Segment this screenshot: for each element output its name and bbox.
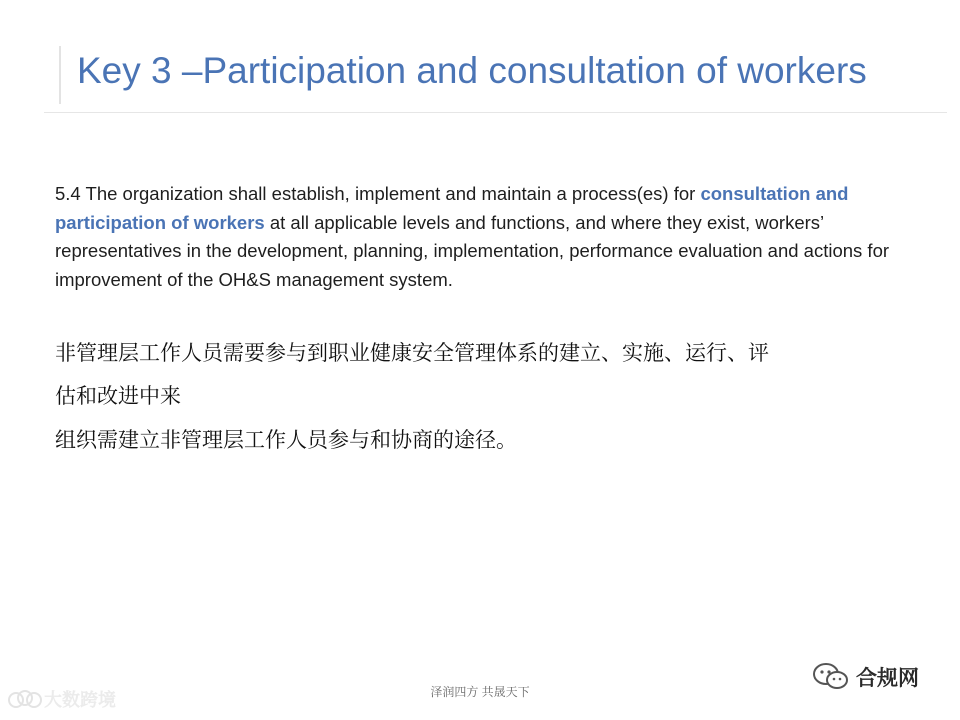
slide-footer: 泽润四方 共晟天下 <box>430 685 530 699</box>
title-accent-bar <box>59 46 61 104</box>
watermark-left-text: 大数跨境 <box>44 690 116 710</box>
circles-logo-icon <box>8 688 40 710</box>
slide-title: Key 3 –Participation and consultation of workers <box>77 50 867 91</box>
watermark-left <box>8 686 116 712</box>
paragraph-text-after: at all applicable levels and functions, and where they exist, workers’ representatives in the development, planning, implementation, performance evaluation and actions for improvement of the OH&S management system. <box>55 211 890 290</box>
wechat-icon <box>812 662 850 692</box>
paragraph-highlight: consultation and participation of workers <box>55 183 849 233</box>
title-divider <box>44 112 947 113</box>
chinese-line-1: 非管理层工作人员需要参与到职业健康安全管理体系的建立、实施、运行、评 <box>55 341 769 365</box>
body-paragraph <box>55 180 895 294</box>
watermark-right-text: 合规网 <box>856 667 919 690</box>
paragraph-text-before: 5.4 The organization shall establish, implement and maintain a process(es) for <box>55 183 701 204</box>
chinese-line-3: 组织需建立非管理层工作人员参与和协商的途径。 <box>55 428 517 452</box>
watermark-right <box>812 662 919 692</box>
chinese-line-2: 估和改进中来 <box>55 384 181 408</box>
